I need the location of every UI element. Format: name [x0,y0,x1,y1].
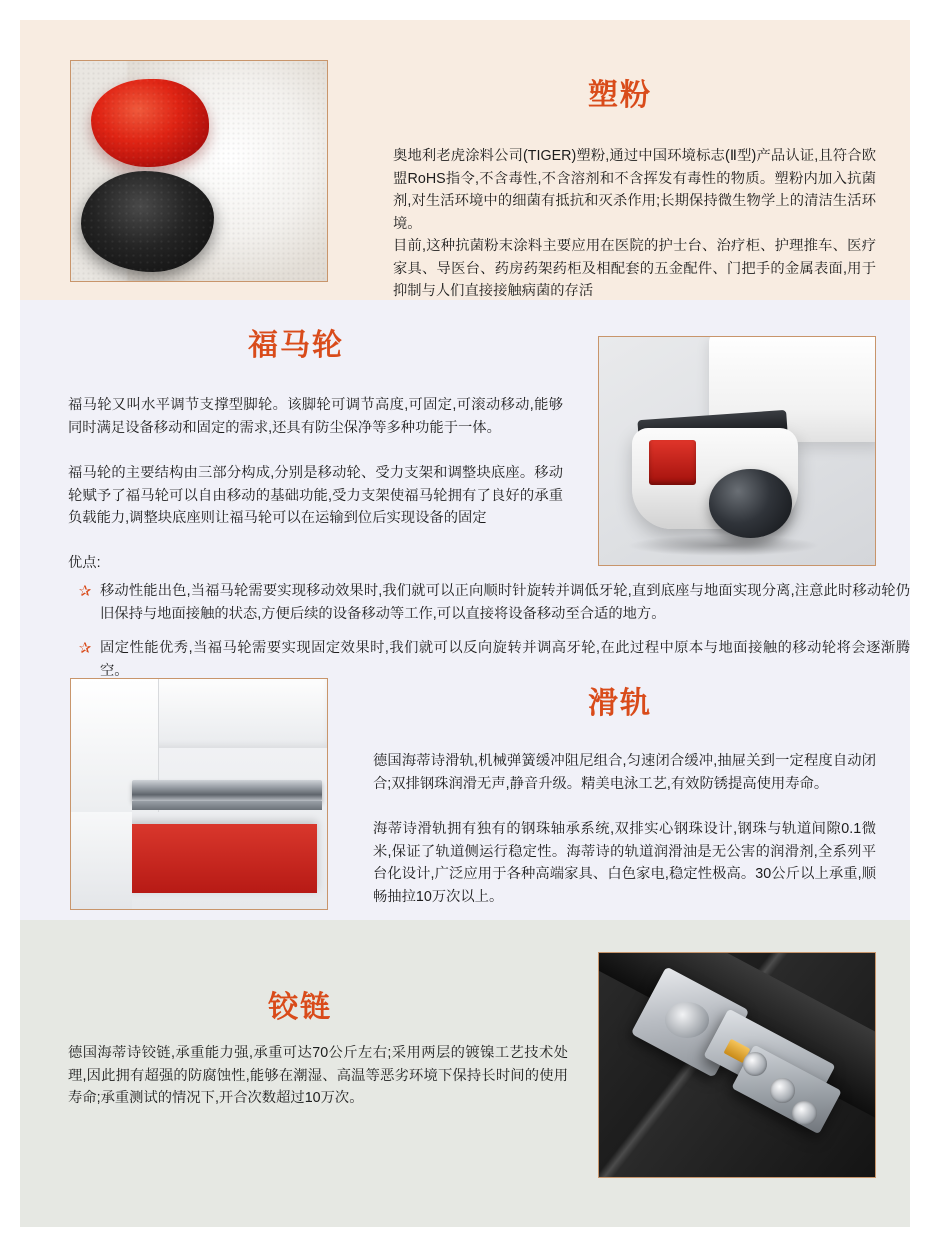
hinge-photo [598,952,876,1178]
caster-photo-art [599,337,875,565]
section-powder [20,20,910,300]
slide-photo-art [71,679,327,909]
caster-photo [598,336,876,566]
star-icon: ✰ [78,640,92,657]
list-item [70,580,910,625]
slide-title: 滑轨 [588,687,652,720]
section-hinge [20,920,910,1227]
caster-bullet-list [70,580,910,694]
caster-paragraph-1: 福马轮又叫水平调节支撑型脚轮。该脚轮可调节高度,可固定,可滚动移动,能够同时满足设备移动和固定的需求,还具有防尘保净等多种功能于一体。 [68,397,563,436]
caster-advantages-label: 优点: [68,555,101,571]
powder-paragraph-1: 奥地利老虎涂料公司(TIGER)塑粉,通过中国环境标志(Ⅱ型)产品认证,且符合欧盟RoHS指令,不含毒性,不含溶剂和不含挥发有毒性的物质。塑粉内加入抗菌剂,对生活环境中的细菌有抵抗和灭杀作用;长期保持微生物学上的清洁生活环境。 [393,148,876,232]
slide-paragraph-2: 海蒂诗滑轨拥有独有的钢珠轴承系统,双排实心钢珠设计,钢珠与轨道间隙0.1微米,保证了轨道侧运行稳定性。海蒂诗的轨道润滑油是无公害的润滑剂,全系列平台化设计,广泛应用于各种高端家具、白色家电,稳定性极高。30公斤以上承重,顺畅抽拉10万次以上。 [373,821,876,905]
powder-photo [70,60,328,282]
section-caster-slide [20,300,910,920]
caster-bullet-1: 移动性能出色,当福马轮需要实现移动效果时,我们就可以正向顺时针旋转并调低牙轮,直到底座与地面实现分离,注意此时移动轮仍旧保持与地面接触的状态,方便后续的设备移动等工作,可以直接将设备移动至合适的地方。 [100,583,910,622]
hinge-title: 铰链 [268,991,332,1024]
hinge-paragraph-1: 德国海蒂诗铰链,承重能力强,承重可达70公斤左右;采用两层的镀镍工艺技术处理,因此拥有超强的防腐蚀性,能够在潮湿、高温等恶劣环境下保持长时间的使用寿命;承重测试的情况下,开合次数超过10万次。 [68,1045,568,1106]
star-icon: ✰ [78,583,92,600]
caster-paragraph-2: 福马轮的主要结构由三部分构成,分别是移动轮、受力支架和调整块底座。移动轮赋予了福马轮可以自由移动的基础功能,受力支架使福马轮拥有了良好的承重负载能力,调整块底座则让福马轮可以在运输到位后实现设备的固定 [68,465,563,526]
powder-title: 塑粉 [588,79,652,112]
caster-title: 福马轮 [248,329,344,362]
caster-bullet-2: 固定性能优秀,当福马轮需要实现固定效果时,我们就可以反向旋转并调高牙轮,在此过程中原本与地面接触的移动轮将会逐渐腾空。 [100,640,910,679]
slide-paragraph-1: 德国海蒂诗滑轨,机械弹簧缓冲阻尼组合,匀速闭合缓冲,抽屉关到一定程度自动闭合;双排钢珠润滑无声,静音升级。精美电泳工艺,有效防锈提高使用寿命。 [373,753,876,792]
powder-photo-art [71,61,327,281]
hinge-photo-art [599,953,875,1177]
slide-photo [70,678,328,910]
powder-paragraph-2: 目前,这种抗菌粉末涂料主要应用在医院的护士台、治疗柜、护理推车、医疗家具、导医台、药房药架药柜及相配套的五金配件、门把手的金属表面,用于抑制与人们直接接触病菌的存活 [393,238,876,299]
list-item [70,637,910,682]
